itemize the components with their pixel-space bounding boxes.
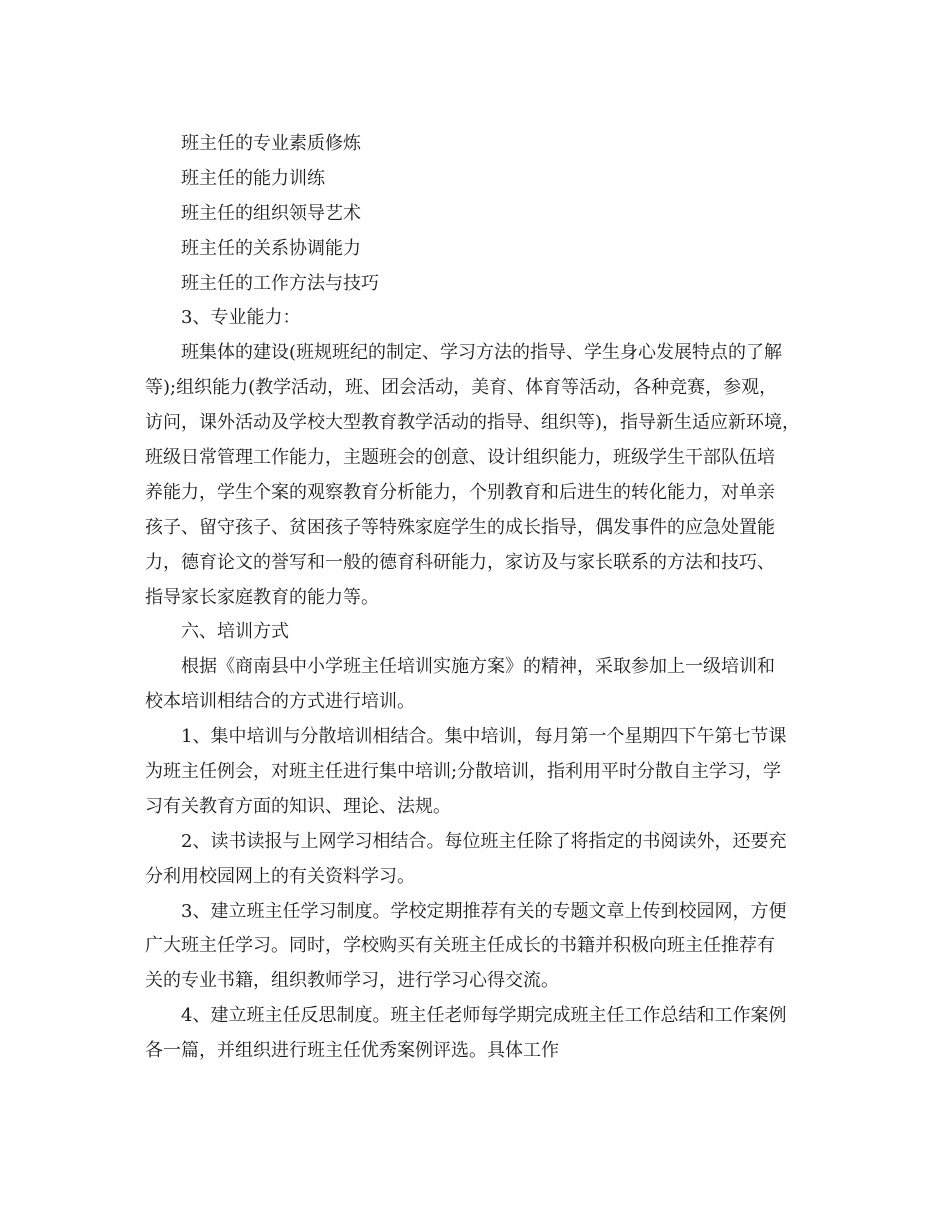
text-line: 关的专业书籍，组织教师学习，进行学习心得交流。: [145, 970, 559, 992]
paragraph-start: 1、集中培训与分散培训相结合。集中培训，每月第一个星期四下午第七节课: [181, 726, 787, 748]
text-line: 为班主任例会，对班主任进行集中培训;分散培训，指利用平时分散自主学习，学: [145, 761, 782, 783]
section-heading: 3、专业能力：: [181, 307, 301, 329]
text-line: 班级日常管理工作能力，主题班会的创意、设计组织能力，班级学生干部队伍培: [145, 447, 775, 469]
text-line: 各一篇，并组织进行班主任优秀案例评选。具体工作: [145, 1040, 559, 1062]
text-line: 养能力，学生个案的观察教育分析能力，个别教育和后进生的转化能力，对单亲: [145, 481, 775, 503]
text-line: 孩子、留守孩子、贫困孩子等特殊家庭学生的成长指导，偶发事件的应急处置能: [145, 516, 775, 538]
text-line: 班主任的工作方法与技巧: [181, 272, 379, 294]
text-line: 力，德育论文的誉写和一般的德育科研能力，家访及与家长联系的方法和技巧、: [145, 551, 775, 573]
text-line: 习有关教育方面的知识、理论、法规。: [145, 795, 451, 817]
text-line: 分利用校园网上的有关资料学习。: [145, 865, 415, 887]
paragraph-start: 4、建立班主任反思制度。班主任老师每学期完成班主任工作总结和工作案例: [181, 1005, 787, 1027]
text-line: 班主任的专业素质修炼: [181, 133, 361, 154]
text-line: 班主任的关系协调能力: [181, 237, 361, 259]
section-heading: 六、培训方式: [181, 621, 289, 643]
text-line: 班主任的能力训练: [181, 167, 325, 189]
text-line: 访问，课外活动及学校大型教育教学活动的指导、组织等)，指导新生适应新环境，: [145, 412, 801, 434]
text-line: 指导家长家庭教育的能力等。: [145, 586, 379, 608]
paragraph-start: 3、建立班主任学习制度。学校定期推荐有关的专题文章上传到校园网，方便: [181, 900, 787, 922]
text-line: 校本培训相结合的方式进行培训。: [145, 691, 415, 713]
paragraph-start: 班集体的建设(班规班纪的制定、学习方法的指导、学生身心发展特点的了解: [181, 342, 783, 364]
text-line: 广大班主任学习。同时，学校购买有关班主任成长的书籍并积极向班主任推荐有: [145, 935, 775, 957]
document-body: [145, 127, 815, 1069]
text-line: 等);组织能力(教学活动，班、团会活动，美育、体育等活动，各种竞赛，参观，: [145, 377, 778, 399]
paragraph-start: 根据《商南县中小学班主任培训实施方案》的精神，采取参加上一级培训和: [181, 656, 775, 678]
paragraph-start: 2、读书读报与上网学习相结合。每位班主任除了将指定的书阅读外，还要充: [181, 830, 787, 852]
text-line: 班主任的组织领导艺术: [181, 202, 361, 224]
